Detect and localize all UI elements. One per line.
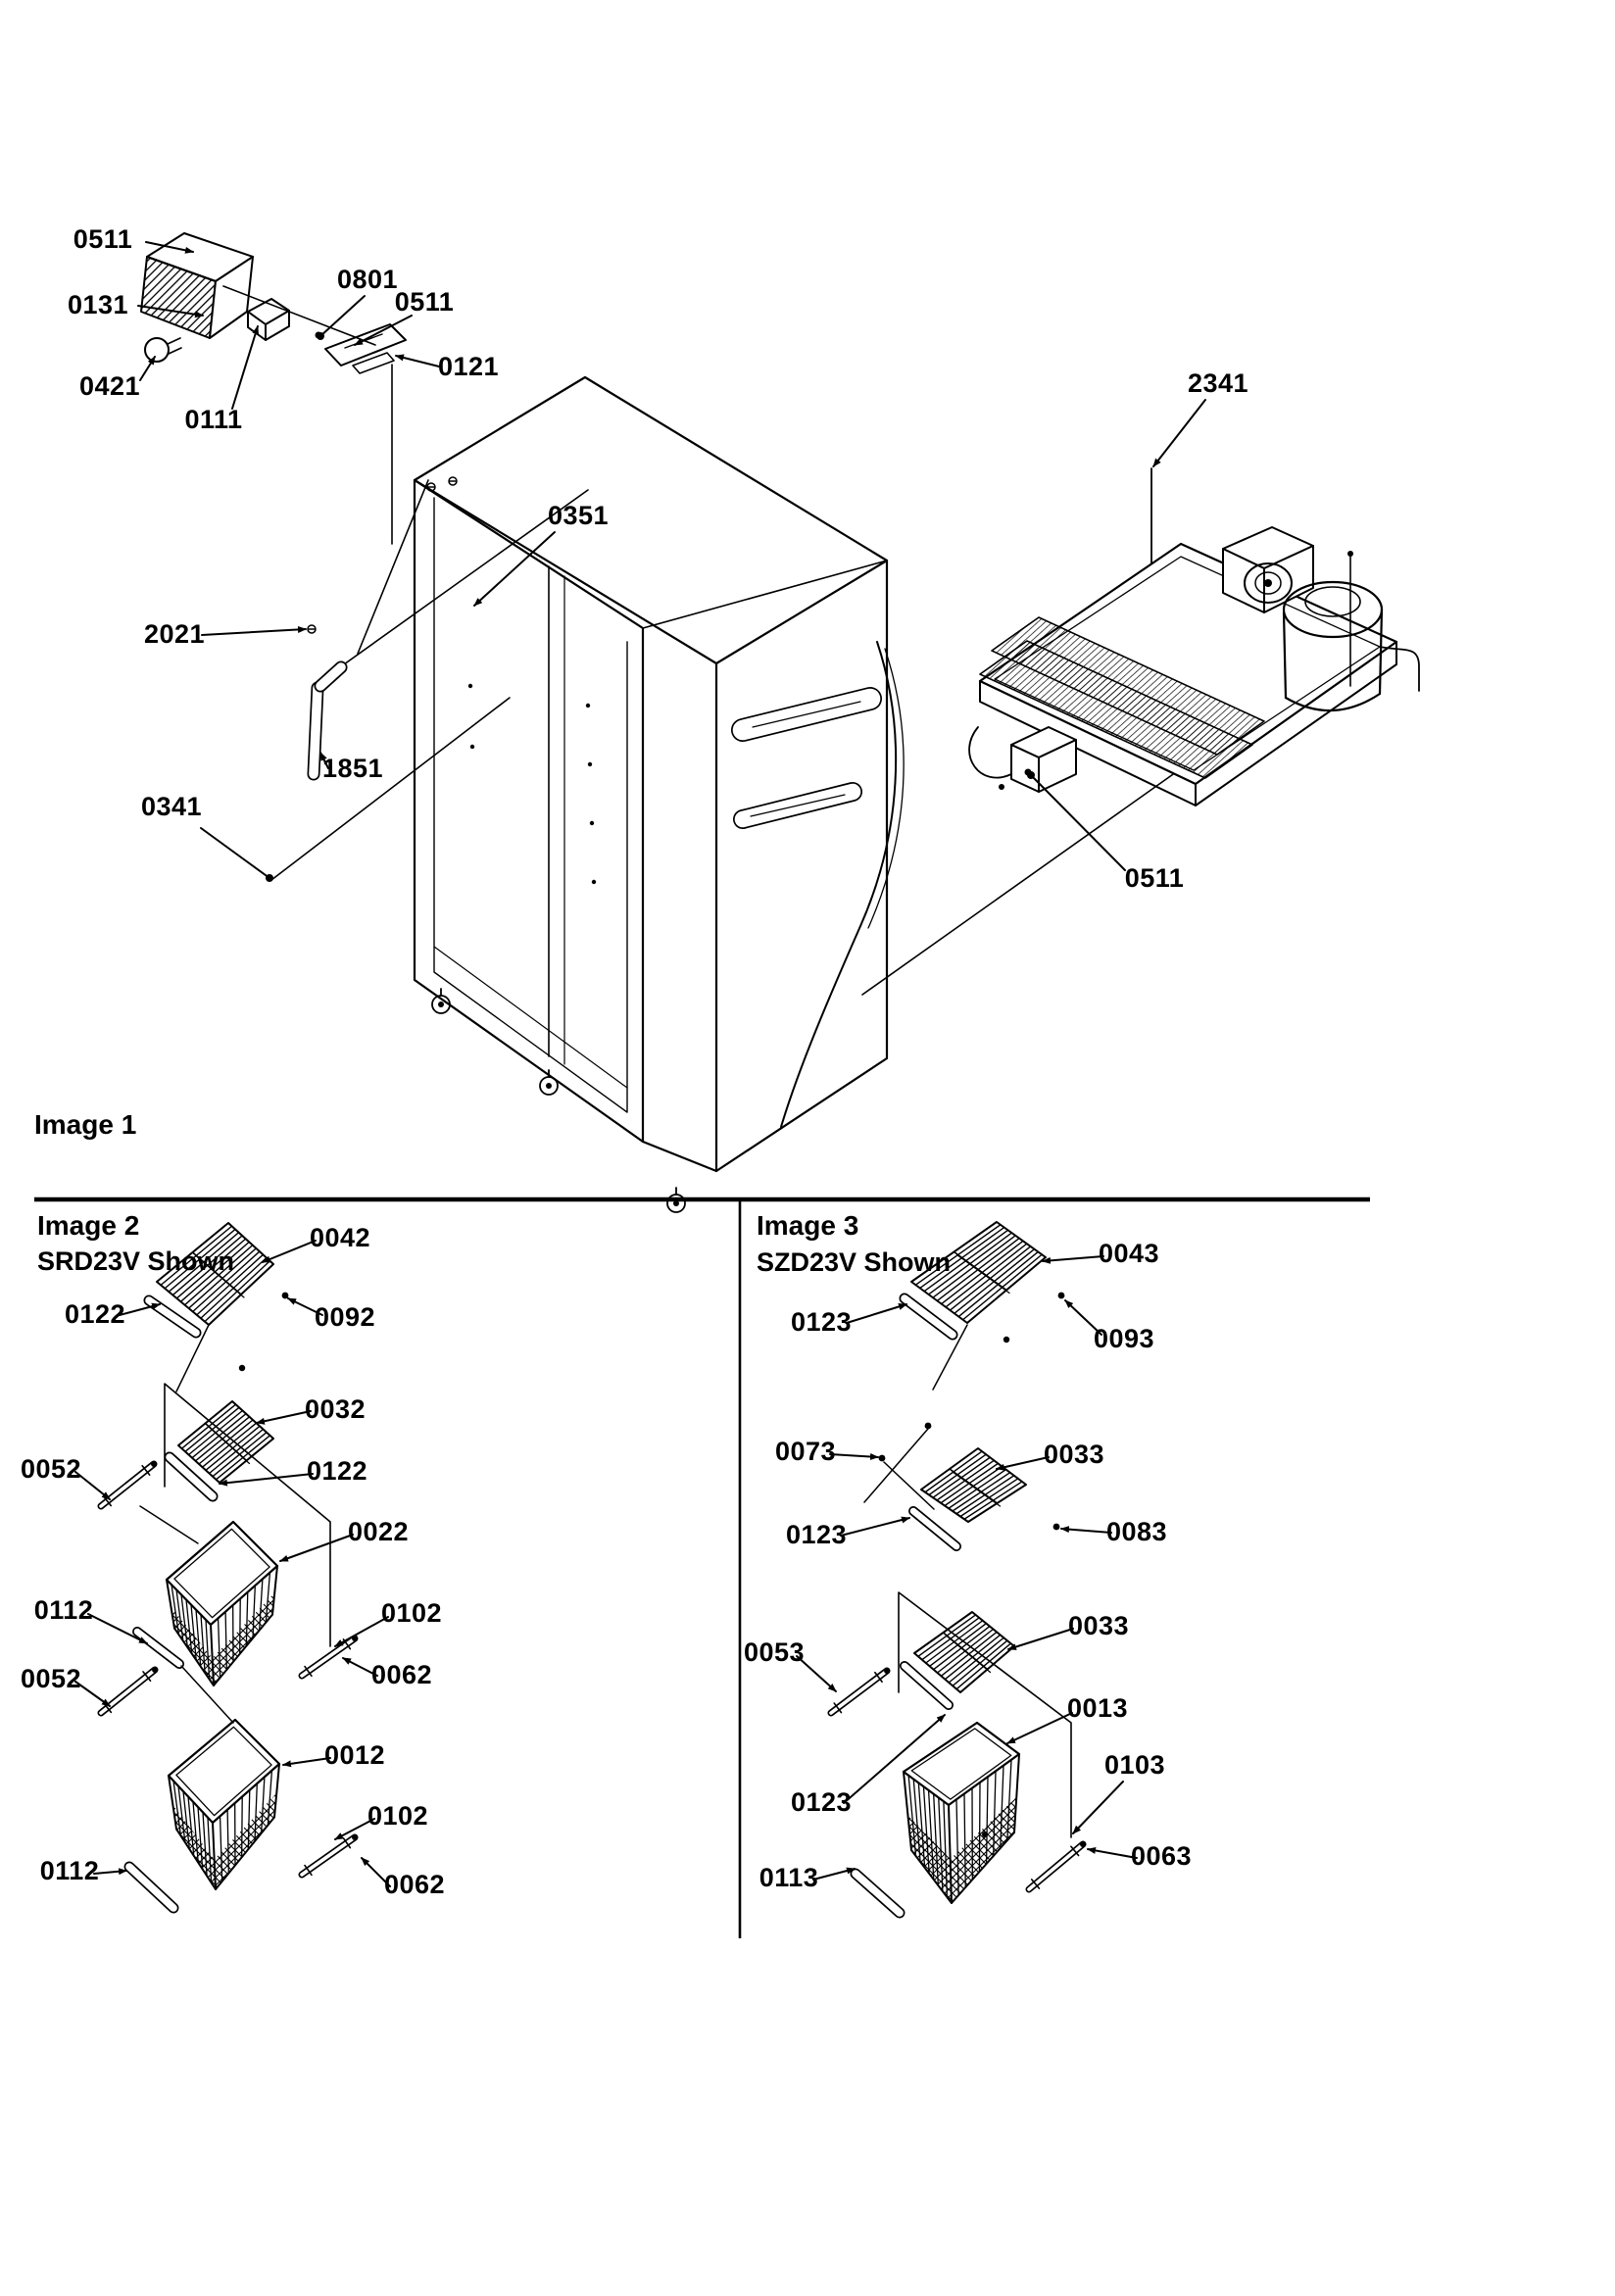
part-callout-0062: 0062	[371, 1660, 432, 1689]
alignment-line	[223, 286, 375, 345]
part-callout-0112: 0112	[34, 1595, 94, 1625]
callout-leader-0032	[257, 1411, 311, 1423]
image3-subcaption: SZD23V Shown	[757, 1247, 951, 1277]
cabinet-right-side	[643, 561, 887, 1171]
shelf-hole	[470, 745, 474, 749]
screw-dot	[879, 1455, 886, 1462]
image2-callouts	[21, 1223, 445, 1899]
part-callout-0033: 0033	[1044, 1440, 1104, 1469]
part-callout-0112: 0112	[40, 1856, 100, 1885]
shelf-hole	[588, 762, 592, 766]
alignment-line	[864, 1429, 928, 1502]
callout-leader-0063	[1088, 1849, 1137, 1858]
part-callout-0013: 0013	[1067, 1693, 1128, 1723]
freezer-basket-0022	[272, 1566, 277, 1615]
mounting-rail-0052	[152, 1667, 158, 1673]
part-callout-0092: 0092	[315, 1302, 375, 1332]
image1-caption: Image 1	[34, 1109, 136, 1140]
mounting-rail-0062	[352, 1834, 358, 1840]
callout-leader-0102	[335, 1617, 388, 1646]
condenser-fan	[1264, 579, 1272, 587]
caster-wheel	[673, 1200, 679, 1206]
part-callout-0043: 0043	[1099, 1239, 1159, 1268]
part-callout-0511: 0511	[1125, 863, 1185, 893]
szd23v-shelves-drawing	[831, 1222, 1086, 1913]
callout-leader-0801	[320, 296, 365, 336]
mounting-rail-0063	[1080, 1841, 1086, 1847]
callout-dot-0341	[266, 874, 273, 882]
callout-leader-0012	[283, 1758, 330, 1765]
callout-leader-0013	[1007, 1713, 1072, 1743]
callout-leader-0123	[841, 1518, 909, 1536]
part-callout-0351: 0351	[548, 501, 609, 530]
callout-leader-0033	[997, 1457, 1049, 1469]
shelf-hole	[590, 821, 594, 825]
part-callout-0052: 0052	[21, 1664, 81, 1693]
part-callout-0123: 0123	[791, 1787, 852, 1817]
basket-trim-0112	[137, 1632, 179, 1664]
mount-point	[1347, 551, 1353, 557]
bulb-socket	[248, 299, 289, 324]
alignment-line	[140, 1506, 198, 1543]
callout-leader-0113	[813, 1869, 855, 1880]
callout-leader-2341	[1153, 400, 1205, 466]
compressor-assembly-drawing	[969, 527, 1419, 806]
door-trim-1851	[314, 688, 318, 774]
callout-leader-0511	[1031, 775, 1125, 870]
part-callout-0511: 0511	[73, 224, 133, 254]
callout-leader-0122	[220, 1474, 313, 1484]
image3-caption: Image 3	[757, 1210, 858, 1241]
part-callout-0122: 0122	[307, 1456, 367, 1486]
freezer-basket-0013	[907, 1797, 1016, 1903]
part-callout-1851: 1851	[322, 754, 383, 783]
freezer-basket-0012	[274, 1764, 279, 1817]
part-callout-0042: 0042	[310, 1223, 370, 1252]
freezer-basket-0013	[1014, 1754, 1019, 1832]
part-callout-0032: 0032	[305, 1394, 366, 1424]
part-callout-0102: 0102	[381, 1598, 442, 1628]
callout-leader-0123	[847, 1304, 906, 1323]
mount-point	[999, 784, 1004, 790]
freezer-basket-0012	[172, 1793, 276, 1889]
basket-trim-0113	[856, 1874, 900, 1913]
shelf-hole	[592, 880, 596, 884]
part-callout-0073: 0073	[775, 1437, 836, 1466]
screw-dot	[982, 1832, 988, 1837]
light-bulb	[168, 338, 180, 344]
mounting-rail-0053	[884, 1668, 890, 1674]
screw-dot	[239, 1365, 245, 1371]
shelf-hole	[586, 704, 590, 708]
part-callout-0511: 0511	[395, 287, 455, 317]
part-callout-0102: 0102	[367, 1801, 428, 1831]
refrigerator-cabinet-drawing	[271, 377, 1176, 1212]
part-callout-2341: 2341	[1188, 368, 1248, 398]
shelf-trim-0123	[905, 1666, 949, 1705]
part-callout-0062: 0062	[384, 1870, 445, 1899]
image3-callouts	[744, 1239, 1192, 1892]
part-callout-0341: 0341	[141, 792, 202, 821]
part-callout-0093: 0093	[1094, 1324, 1154, 1353]
caster-wheel	[438, 1001, 444, 1007]
part-callout-0131: 0131	[68, 290, 128, 319]
refrigerant-tube	[1380, 647, 1419, 691]
image2-subcaption: SRD23V Shown	[37, 1246, 234, 1276]
freezer-basket-0013	[904, 1772, 911, 1850]
callout-leader-0083	[1061, 1529, 1111, 1533]
part-callout-2021: 2021	[144, 619, 205, 649]
part-callout-0033: 0033	[1068, 1611, 1129, 1640]
light-bulb	[169, 348, 181, 354]
freezer-basket-0012	[176, 1727, 271, 1815]
part-callout-0121: 0121	[438, 352, 499, 381]
callout-leader-0042	[263, 1241, 316, 1262]
callout-leader-0421	[140, 357, 155, 380]
shelf-trim-0123	[913, 1511, 956, 1546]
part-callout-0123: 0123	[791, 1307, 852, 1337]
image2-caption: Image 2	[37, 1210, 139, 1241]
shelf-trim-0122	[170, 1457, 213, 1496]
basket-trim-0112	[129, 1867, 173, 1908]
screw-dot	[1053, 1524, 1060, 1531]
part-callout-0063: 0063	[1131, 1841, 1192, 1871]
shelf-trim-0123	[905, 1298, 953, 1335]
part-callout-0113: 0113	[759, 1863, 819, 1892]
callout-leader-0022	[280, 1535, 353, 1561]
freezer-basket-0022	[174, 1529, 269, 1617]
part-callout-0103: 0103	[1104, 1750, 1165, 1780]
part-callout-0052: 0052	[21, 1454, 81, 1484]
part-callout-0421: 0421	[79, 371, 140, 401]
callout-leader-0033	[1008, 1629, 1073, 1649]
callout-leader-0121	[396, 356, 439, 366]
screw-dot	[1003, 1337, 1009, 1343]
part-callout-0122: 0122	[65, 1299, 125, 1329]
compressor	[1380, 610, 1382, 694]
caster-wheel	[546, 1083, 552, 1089]
callout-leader-0043	[1043, 1256, 1103, 1261]
screw-dot	[1058, 1293, 1065, 1299]
callout-leader-0073	[830, 1454, 878, 1457]
callout-dot-0801	[317, 332, 324, 340]
callout-leader-0341	[201, 828, 269, 878]
callout-leader-2021	[202, 629, 306, 635]
part-callout-0012: 0012	[324, 1740, 385, 1770]
part-callout-0053: 0053	[744, 1637, 805, 1667]
callout-leader-0111	[232, 326, 258, 409]
part-callout-0123: 0123	[786, 1520, 847, 1549]
part-callout-0801: 0801	[337, 265, 398, 294]
part-callout-0111: 0111	[184, 405, 242, 434]
shelf-hole	[468, 684, 472, 688]
mounting-rail-0052	[151, 1461, 157, 1467]
callout-dot-0511	[1027, 771, 1035, 779]
part-callout-0083: 0083	[1106, 1517, 1167, 1546]
light-bulb	[145, 338, 169, 362]
callout-leader-0103	[1073, 1782, 1123, 1833]
part-callout-0022: 0022	[348, 1517, 409, 1546]
wiring	[969, 727, 1011, 778]
